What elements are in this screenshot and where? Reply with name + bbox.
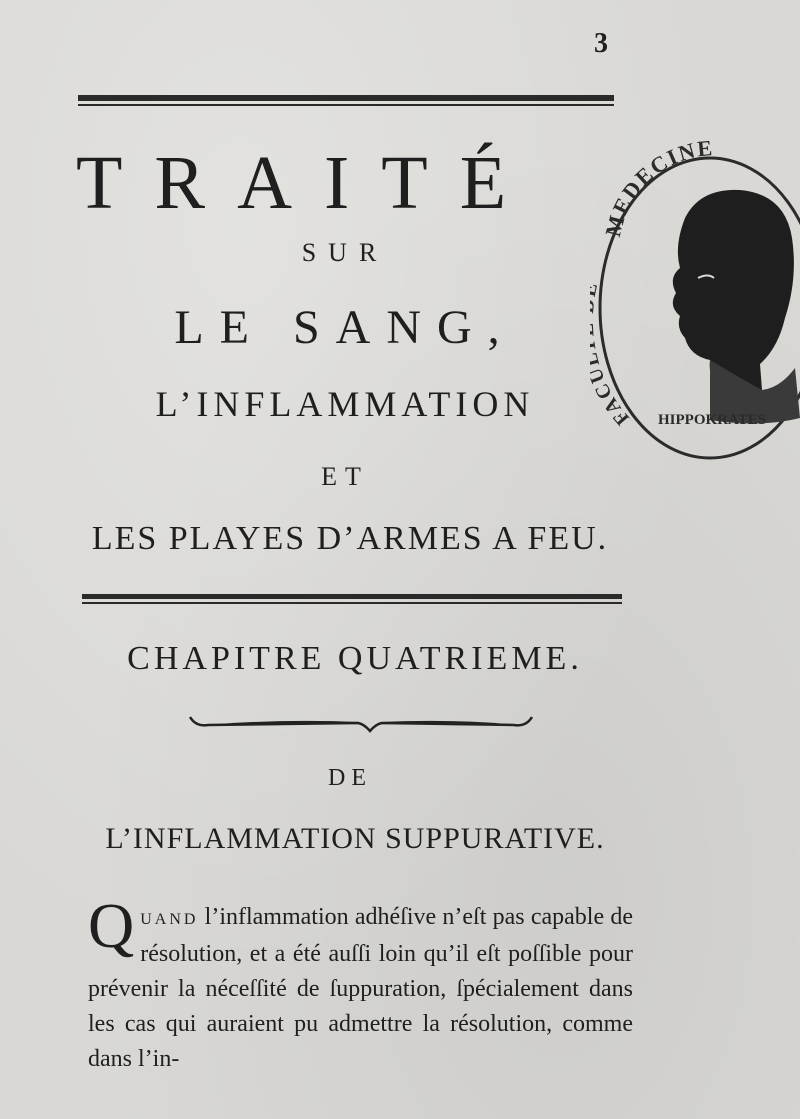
stamp-text-top: MEDECINE	[599, 134, 716, 240]
top-double-rule	[78, 95, 614, 106]
ornament-divider	[188, 705, 534, 746]
stamp-text-bottom: HIPPOKRATES	[658, 412, 767, 428]
library-stamp	[590, 128, 800, 473]
title-le-sang: LE SANG,	[174, 301, 516, 354]
title-playes: LES PLAYES D’ARMES A FEU.	[91, 520, 609, 557]
page-number: 3	[594, 28, 608, 59]
body-paragraph	[88, 890, 633, 1077]
title-inflammation: L’INFLAMMATION	[155, 384, 535, 424]
title-sur: SUR	[301, 238, 389, 267]
chapter-prep: DE	[328, 765, 372, 791]
middle-double-rule	[82, 594, 622, 604]
chapter-heading: CHAPITRE QUATRIEME.	[127, 640, 583, 677]
smallcaps-word: UAND	[140, 911, 199, 928]
chapter-subject: L’INFLAMMATION SUPPURATIVE.	[105, 822, 605, 855]
stamp-text-left: FAC	[590, 378, 634, 430]
hippocrates-portrait-icon	[673, 190, 800, 424]
drop-cap: Q	[88, 890, 135, 961]
paragraph-text: l’inflammation adhéſive n’eſt pas capable de résolution, et a été auſſi loin qu’il eſt poſſible pour prévenir la néceſſité de ſuppuration, ſpécialement dans les cas qui auraient pu admettre la résolution, comme dans l’in-	[88, 904, 633, 1072]
title-traite: TRAITÉ	[76, 141, 539, 225]
title-et: ET	[321, 462, 369, 491]
